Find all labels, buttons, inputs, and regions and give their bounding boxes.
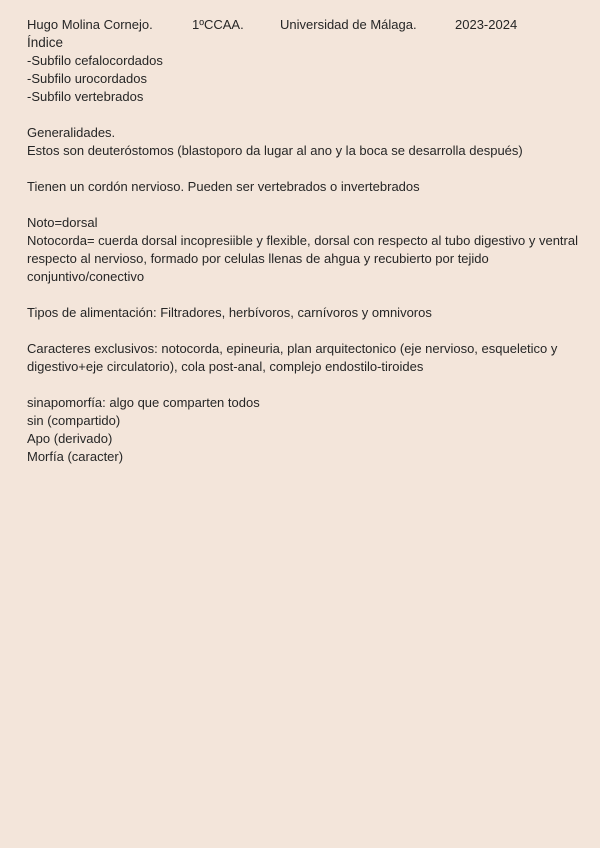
header-author: Hugo Molina Cornejo. [27,17,153,32]
index-item: -Subfilo vertebrados [27,89,144,104]
header-course: 1ºCCAA. [192,17,244,32]
blank-line [27,322,580,340]
blank-line [27,196,580,214]
index-item: -Subfilo cefalocordados [27,53,163,68]
document-body [27,34,580,466]
paragraph-sin: sin (compartido) [27,413,121,428]
paragraph-caracteres: Caracteres exclusivos: notocorda, epineuria, plan arquitectonico (eje nervioso, esqueletico y digestivo+eje circulatorio), cola post-anal, complejo endostilo-tiroides [27,341,558,374]
blank-line [27,286,580,304]
index-title: Índice [27,35,64,50]
paragraph-sinapomorfia: sinapomorfía: algo que comparten todos [27,395,260,410]
blank-line [27,376,580,394]
paragraph-noto: Noto=dorsal [27,215,98,230]
section-title-generalidades: Generalidades. [27,125,116,140]
paragraph-notocorda: Notocorda= cuerda dorsal incopresiible y flexible, dorsal con respecto al tubo digestivo y ventral respecto al nervioso, formado por celulas llenas de ahgua y recubierto por tejido conjuntivo/conectivo [27,233,578,284]
header-university: Universidad de Málaga. [280,17,417,32]
page-header [27,16,580,34]
header-year: 2023-2024 [455,17,518,32]
paragraph-cordon: Tienen un cordón nervioso. Pueden ser vertebrados o invertebrados [27,179,420,194]
index-item: -Subfilo urocordados [27,71,147,86]
blank-line [27,160,580,178]
paragraph-deuterostomos: Estos son deuteróstomos (blastoporo da lugar al ano y la boca se desarrolla después) [27,143,523,158]
paragraph-apo: Apo (derivado) [27,431,113,446]
paragraph-morfia: Morfía (caracter) [27,449,124,464]
paragraph-alimentacion: Tipos de alimentación: Filtradores, herbívoros, carnívoros y omnivoros [27,305,432,320]
blank-line [27,106,580,124]
